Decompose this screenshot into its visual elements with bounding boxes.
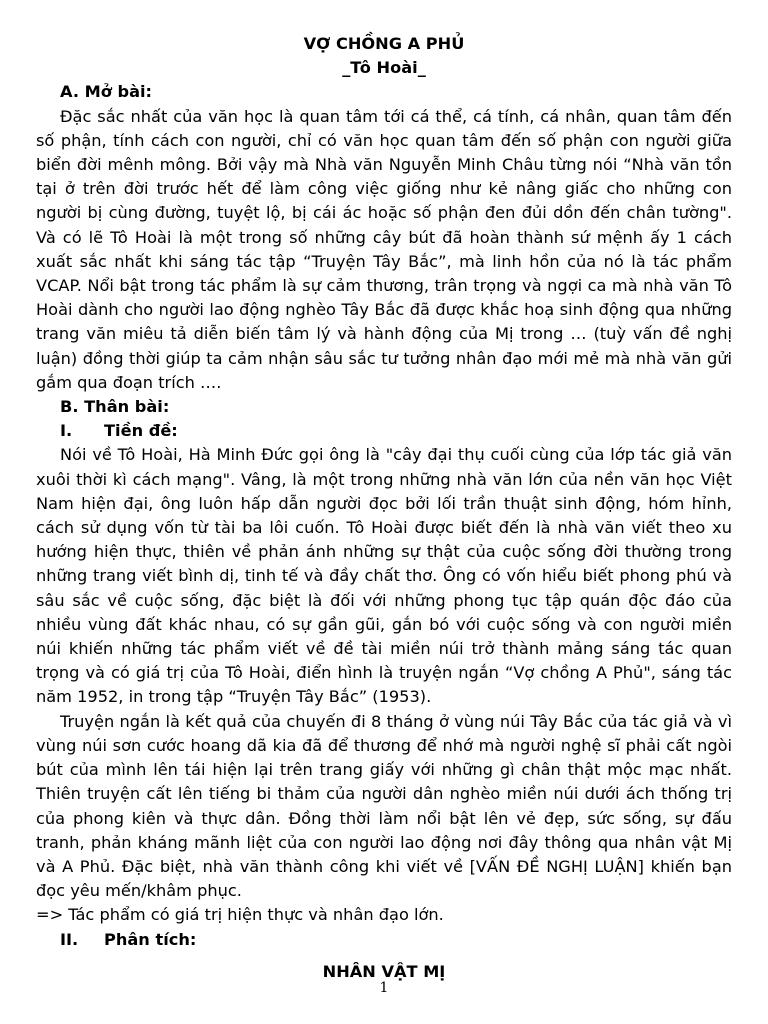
premise-paragraph-1: Nói về Tô Hoài, Hà Minh Đức gọi ông là "cây đại thụ cuối cùng của lớp tác giả văn xuôi thời kì cách mạng". Vâng, là một trong những nhà văn lớn của nền văn học Việt Nam hiện đại, ông luôn hấp dẫn người đọc bởi lối trần thuật sinh động, hóm hỉnh, cách sử dụng vốn từ tài ba lôi cuốn. Tô Hoài được biết đến là nhà văn viết theo xu hướng hiện thực, thiên về phản ánh những sự thật của cuộc sống đời thường trong những trang viết bình dị, tinh tế và đầy chất thơ. Ông có vốn hiểu biết phong phú và sâu sắc về cuộc sống, đặc biệt là đối với những phong tục tập quán độc đáo của nhiều vùng đất khác nhau, có sự gần gũi, gắn bó với cuộc sống và con người miền núi khiến những tác phẩm viết về đề tài miền núi trở thành mảng sáng tác quan trọng và có giá trị của Tô Hoài, điển hình là truyện ngắn “Vợ chồng A Phủ", sáng tác năm 1952, in trong tập “Truyện Tây Bắc” (1953). [36,445,732,707]
subsection-i-number: I. [60,421,73,441]
subsection-ii-heading [36,928,732,952]
premise-paragraph-2: Truyện ngắn là kết quả của chuyến đi 8 tháng ở vùng núi Tây Bắc của tác giả và vì vùng núi sơn cước hoang dã kia đã để thương để nhớ mà người nghệ sĩ phải cất ngòi bút của mình lên tái hiện lại trên trang giấy với những gì chân thật mộc mạc nhất. Thiên truyện cất lên tiếng bi thảm của người dân nghèo miền núi dưới ách thống trị của phong kiên và thực dân. Đồng thời làm nổi bật lên vẻ đẹp, sức sống, sự đấu tranh, phản kháng mãnh liệt của con người lao động nơi đây thông qua nhân vật Mị và A Phủ. Đặc biệt, nhà văn thành công khi viết về [VẤN ĐỀ NGHỊ LUẬN] khiến bạn đọc yêu mến/khâm phục. [36,711,732,901]
conclusion-line: => Tác phẩm có giá trị hiện thực và nhân đạo lớn. [36,905,444,925]
subsection-i-heading [36,419,732,443]
section-b-heading: B. Thân bài: [60,397,170,417]
subsection-ii-number: II. [60,929,79,949]
intro-paragraph: Đặc sắc nhất của văn học là quan tâm tới cá thể, cá tính, cá nhân, quan tâm đến số phận, tính cách con người, chỉ có văn học quan tâm đến số phận con người giữa biển đời mênh mông. Bởi vậy mà Nhà văn Nguyễn Minh Châu từng nói “Nhà văn tồn tại ở trên đời trước hết để làm công việc giống như kẻ nâng giấc cho những con người bị cùng đường, tuyệt lộ, bị cái ác hoặc số phận đen đủi dồn đến chân tường". Và có lẽ Tô Hoài là một trong số những cây bút đã hoàn thành sứ mệnh ấy 1 cách xuất sắc nhất khi sáng tác tập “Truyện Tây Bắc”, mà linh hồn của nó là tác phẩm VCAP. Nổi bật trong tác phẩm là sự cảm thương, trân trọng và ngợi ca mà nhà văn Tô Hoài dành cho người lao động nghèo Tây Bắc đã được khắc hoạ sinh động qua những trang văn miêu tả diễn biến tâm lý và hành động của Mị trong … (tuỳ vấn đề nghị luận) đồng thời giúp ta cảm nhận sâu sắc tư tưởng nhân đạo mới mẻ mà nhà văn gửi gắm qua đoạn trích …. [36,106,732,392]
document-author: _Tô Hoài_ [342,58,426,78]
subsection-ii-label: Phân tích: [104,929,197,949]
subsection-i-label: Tiền đề: [104,421,178,441]
document-title: VỢ CHỒNG A PHỦ [303,34,465,53]
character-heading: NHÂN VẬT MỊ [322,961,446,981]
section-a-heading: A. Mở bài: [60,82,153,102]
page-number: 1 [379,980,389,996]
document-page [36,32,732,984]
